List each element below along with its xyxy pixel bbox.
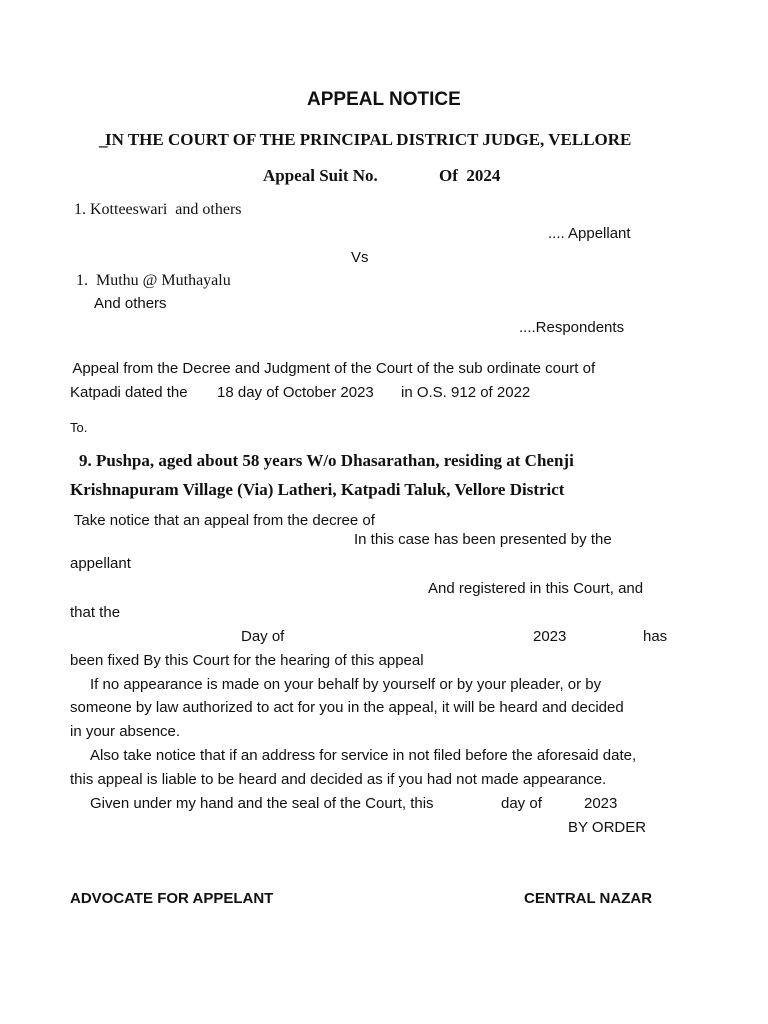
notice-line-11: Also take notice that if an address for service in not filed before the aforesaid date, — [90, 747, 637, 764]
appellant-name: 1. Kotteeswari and others — [74, 201, 242, 218]
respondent-role: ....Respondents — [519, 319, 625, 336]
versus: Vs — [351, 249, 369, 266]
hearing-day-label: Day of — [241, 628, 285, 645]
notice-line-7: been fixed By this Court for the hearing of this appeal — [70, 652, 424, 669]
given-year: 2023 — [584, 795, 618, 812]
served-party-line-2: Krishnapuram Village (Via) Latheri, Katpadi Taluk, Vellore District — [70, 480, 565, 499]
appeal-from-line-2c: in O.S. 912 of 2022 — [401, 384, 531, 401]
notice-line-4: And registered in this Court, and — [428, 580, 644, 597]
appellant-role: .... Appellant — [548, 225, 631, 242]
addressee-to: To. — [70, 420, 88, 435]
notice-line-2: In this case has been presented by the — [354, 531, 612, 548]
notice-line-10: in your absence. — [70, 723, 181, 740]
page-title: APPEAL NOTICE — [307, 89, 461, 110]
court-heading-prefix: _ — [99, 130, 108, 149]
signature-advocate: ADVOCATE FOR APPELANT — [70, 890, 274, 907]
respondent-others: And others — [94, 295, 167, 312]
notice-line-1: Take notice that an appeal from the decree of — [70, 512, 375, 529]
given-under-hand: Given under my hand and the seal of the Court, this — [90, 795, 434, 812]
hearing-has: has — [643, 628, 668, 645]
appeal-from-line-2a: Katpadi dated the — [70, 384, 188, 401]
notice-line-9: someone by law authorized to act for you in the appeal, it will be heard and decided — [70, 699, 624, 716]
notice-line-3: appellant — [70, 555, 131, 572]
respondent-name: 1. Muthu @ Muthayalu — [76, 272, 231, 289]
appeal-from-line-2b: 18 day of October 2023 — [217, 384, 374, 401]
suit-year: Of 2024 — [439, 166, 501, 185]
suit-number-label: Appeal Suit No. — [263, 166, 378, 185]
hearing-year: 2023 — [533, 628, 567, 645]
by-order: BY ORDER — [568, 819, 647, 836]
appeal-from-line-1: Appeal from the Decree and Judgment of the Court of the sub ordinate court of — [69, 360, 596, 377]
court-heading: IN THE COURT OF THE PRINCIPAL DISTRICT JUDGE, VELLORE — [105, 130, 632, 149]
notice-line-5: that the — [70, 604, 121, 621]
given-day-of: day of — [501, 795, 542, 812]
served-party-line-1: 9. Pushpa, aged about 58 years W/o Dhasarathan, residing at Chenji — [79, 451, 574, 470]
notice-line-12: this appeal is liable to be heard and decided as if you had not made appearance. — [70, 771, 607, 788]
notice-line-8: If no appearance is made on your behalf by yourself or by your pleader, or by — [90, 676, 602, 693]
signature-central-nazar: CENTRAL NAZAR — [524, 890, 653, 907]
